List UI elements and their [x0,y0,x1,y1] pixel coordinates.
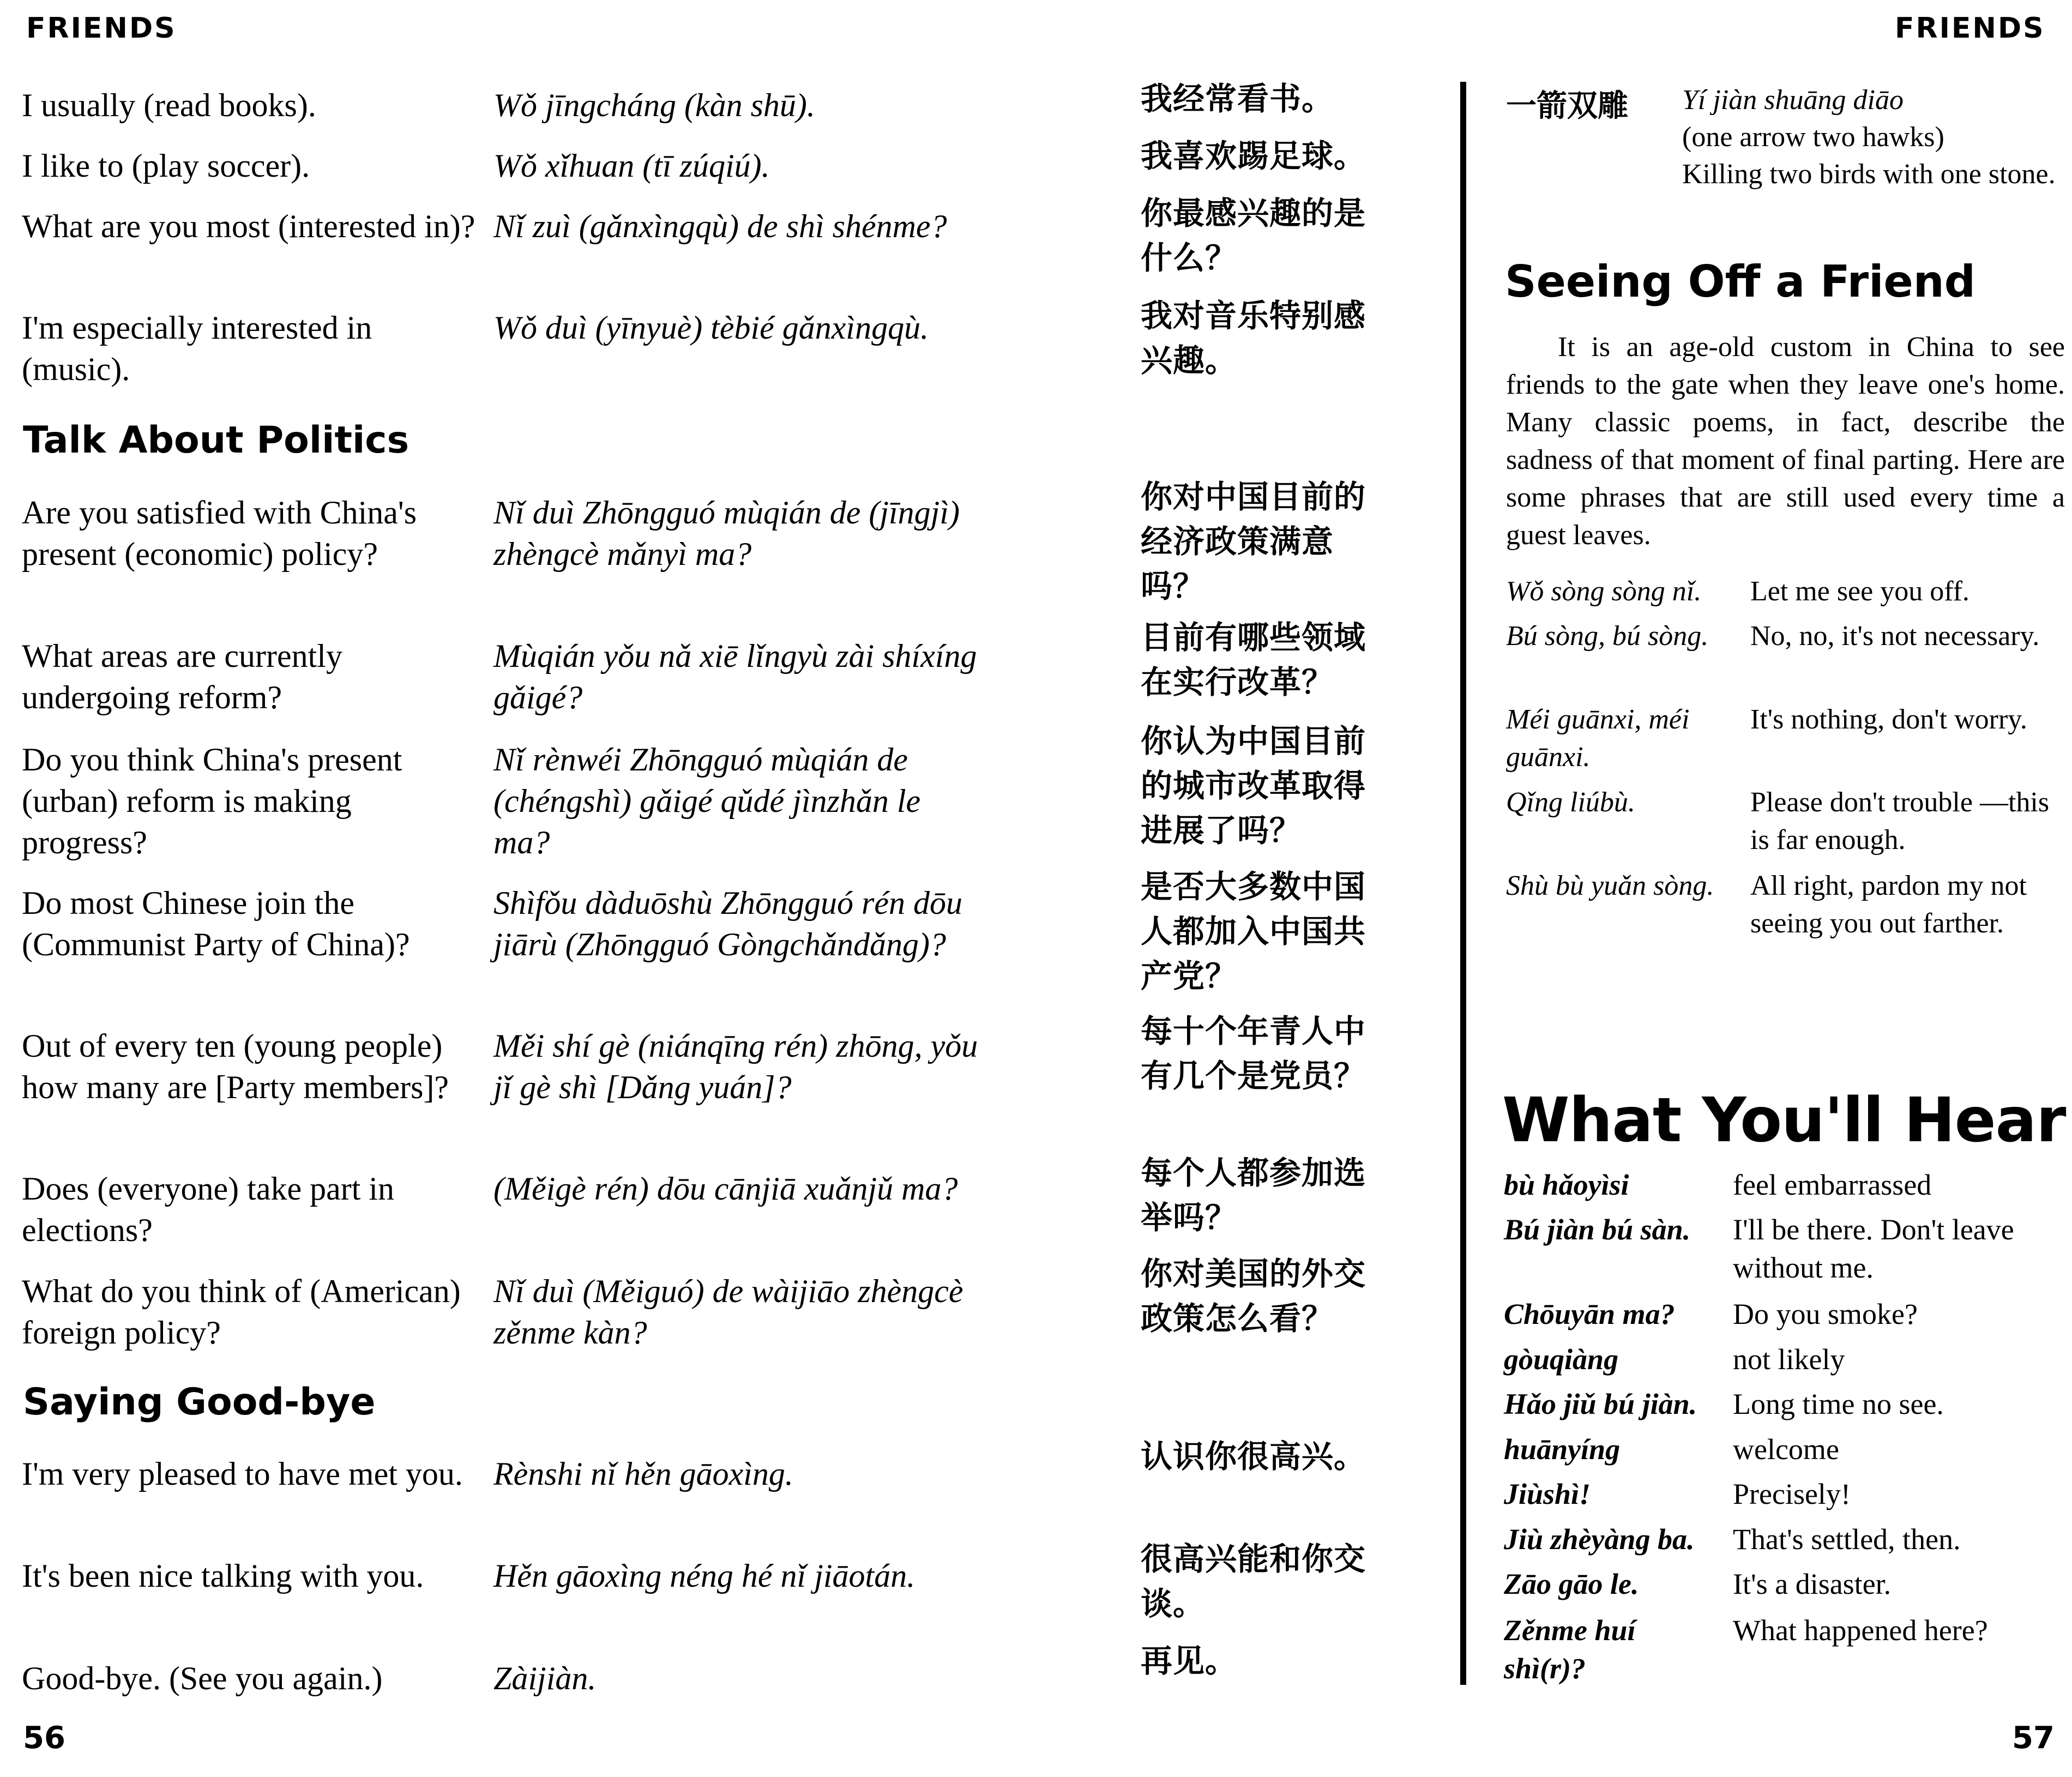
chinese-phrase: 你对美国的外交政策怎么看？ [1141,1255,1366,1337]
english-phrase: Are you satisfied with China's present (economic) policy? [22,495,417,572]
chinese-phrase: 你对中国目前的经济政策满意吗？ [1141,478,1366,605]
pinyin-phrase: Qǐng liúbù. [1506,787,1635,818]
english-meaning: That's settled, then. [1733,1523,1961,1556]
english-phrase: Let me see you off. [1750,576,1969,607]
pinyin-phrase: Nǐ zuì (gǎnxìngqù) de shì shénme? [493,208,947,244]
pinyin-term: huānyíng [1504,1433,1621,1466]
english-meaning: Long time no see. [1733,1388,1944,1420]
running-header: FRIENDS [26,12,177,45]
chinese-phrase: 是否大多数中国人都加入中国共产党？ [1141,868,1366,995]
seeing-off-paragraph: It is an age-old custom in China to see friends to the gate when they leave one's home. Many classic poems, in fact, describe the sadness of that moment of final parting. Here are some phrases that are still used every time a guest leaves. [1506,332,2065,551]
english-phrase: Do you think China's present (urban) reform is making progress? [22,742,402,860]
english-meaning: What happened here? [1733,1614,1988,1647]
english-phrase: What areas are currently undergoing reform? [22,638,342,715]
chinese-phrase: 认识你很高兴。 [1141,1438,1366,1475]
pinyin-phrase: Rènshi nǐ hěn gāoxìng. [493,1456,793,1492]
pinyin-phrase: Hěn gāoxìng néng hé nǐ jiāotán. [493,1558,915,1594]
idiom-meaning: Killing two birds with one stone. [1682,159,2056,190]
english-meaning: Precisely! [1733,1478,1851,1510]
english-phrase: Do most Chinese join the (Communist Party of China)? [22,885,410,962]
pinyin-phrase: (Měigè rén) dōu cānjiā xuǎnjǔ ma? [493,1171,958,1207]
chinese-phrase: 目前有哪些领域在实行改革？ [1141,619,1366,701]
pinyin-term: Hǎo jiǔ bú jiàn. [1504,1388,1697,1420]
section-heading-what-youll-hear: What You'll Hear [1502,1085,2066,1156]
english-phrase: What are you most (interested in)? [22,208,475,244]
pinyin-term: Zāo gāo le. [1504,1568,1639,1600]
english-phrase: I'm especially interested in (music). [22,310,372,387]
english-phrase: No, no, it's not necessary. [1750,621,2040,652]
pinyin-phrase: Wǒ jīngcháng (kàn shū). [493,87,815,123]
pinyin-term: Jiù zhèyàng ba. [1504,1523,1695,1556]
english-phrase: Please don't trouble —this is far enough. [1750,787,2050,856]
english-meaning: I'll be there. Don't leave without me. [1733,1213,2014,1284]
english-phrase: I like to (play soccer). [22,148,310,184]
pinyin-phrase: Nǐ rènwéi Zhōngguó mùqián de (chéngshì) gǎigé qǔdé jìnzhǎn le ma? [493,742,921,860]
english-phrase: I'm very pleased to have met you. [22,1456,463,1492]
pinyin-term: Zěnme huí shì(r)? [1504,1614,1636,1685]
pinyin-phrase: Shù bù yuǎn sòng. [1506,870,1714,901]
column-divider [1460,82,1466,1685]
pinyin-term: Chōuyān ma? [1504,1298,1675,1330]
chinese-phrase: 每个人都参加选举吗？ [1141,1154,1366,1236]
english-phrase: All right, pardon my not seeing you out farther. [1750,870,2027,939]
pinyin-phrase: Wǒ xǐhuan (tī zúqiú). [493,148,770,184]
english-phrase: Good-bye. (See you again.) [22,1660,383,1696]
right-page [1036,0,2072,1777]
pinyin-phrase: Měi shí gè (niánqīng rén) zhōng, yǒu jǐ gè shì [Dǎng yuán]? [493,1028,978,1105]
idiom-pinyin: Yí jiàn shuāng diāo [1682,85,1904,116]
pinyin-phrase: Méi guānxi, méi guānxi. [1506,704,1690,773]
pinyin-phrase: Shìfǒu dàduōshù Zhōngguó rén dōu jiārù (Zhōngguó Gòngchǎndǎng)? [493,885,963,962]
english-meaning: welcome [1733,1433,1839,1466]
pinyin-term: bù hǎoyìsi [1504,1168,1629,1201]
english-meaning: feel embarrassed [1733,1168,1932,1201]
pinyin-phrase: Wǒ duì (yīnyuè) tèbié gǎnxìngqù. [493,310,929,346]
english-phrase: It's been nice talking with you. [22,1558,424,1594]
idiom-text [1682,82,2064,193]
running-header: FRIENDS [1895,12,2045,45]
pinyin-phrase: Mùqián yǒu nǎ xiē lǐngyù zài shíxíng gǎigé? [493,638,977,715]
english-phrase: It's nothing, don't worry. [1750,704,2027,735]
section-heading-politics: Talk About Politics [23,419,409,462]
pinyin-term: gòuqiàng [1504,1343,1619,1376]
english-meaning: It's a disaster. [1733,1568,1892,1600]
english-meaning: not likely [1733,1343,1845,1376]
idiom-chinese: 一箭双雕 [1506,88,1628,124]
idiom-literal: (one arrow two hawks) [1682,122,1944,153]
english-phrase: I usually (read books). [22,87,316,123]
chinese-phrase: 你认为中国目前的城市改革取得进展了吗？ [1141,722,1366,849]
pinyin-term: Jiùshì! [1504,1478,1591,1510]
chinese-phrase: 我对音乐特别感兴趣。 [1141,297,1366,379]
section-heading-seeing-off: Seeing Off a Friend [1505,256,1976,307]
section-heading-goodbye: Saying Good-bye [23,1381,376,1424]
english-phrase: What do you think of (American) foreign policy? [22,1273,461,1351]
chinese-phrase: 我喜欢踢足球。 [1141,137,1366,174]
pinyin-phrase: Zàijiàn. [493,1660,597,1696]
english-phrase: Does (everyone) take part in elections? [22,1171,395,1248]
chinese-phrase: 很高兴能和你交谈。 [1141,1540,1366,1622]
pinyin-phrase: Nǐ duì (Měiguó) de wàijiāo zhèngcè zěnme kàn? [493,1273,963,1351]
pinyin-term: Bú jiàn bú sàn. [1504,1213,1691,1246]
english-phrase: Out of every ten (young people) how many are [Party members]? [22,1028,449,1105]
pinyin-phrase: Nǐ duì Zhōngguó mùqián de (jīngjì) zhèngcè mǎnyì ma? [493,495,960,572]
chinese-phrase: 我经常看书。 [1141,80,1334,117]
chinese-phrase: 每十个年青人中有几个是党员？ [1141,1013,1366,1094]
chinese-phrase: 你最感兴趣的是什么？ [1141,195,1366,276]
pinyin-phrase: Wǒ sòng sòng nǐ. [1506,576,1702,607]
page-number: 56 [23,1720,65,1756]
pinyin-phrase: Bú sòng, bú sòng. [1506,621,1709,652]
english-meaning: Do you smoke? [1733,1298,1918,1330]
chinese-phrase: 再见。 [1141,1642,1238,1679]
page-number: 57 [2012,1720,2055,1756]
